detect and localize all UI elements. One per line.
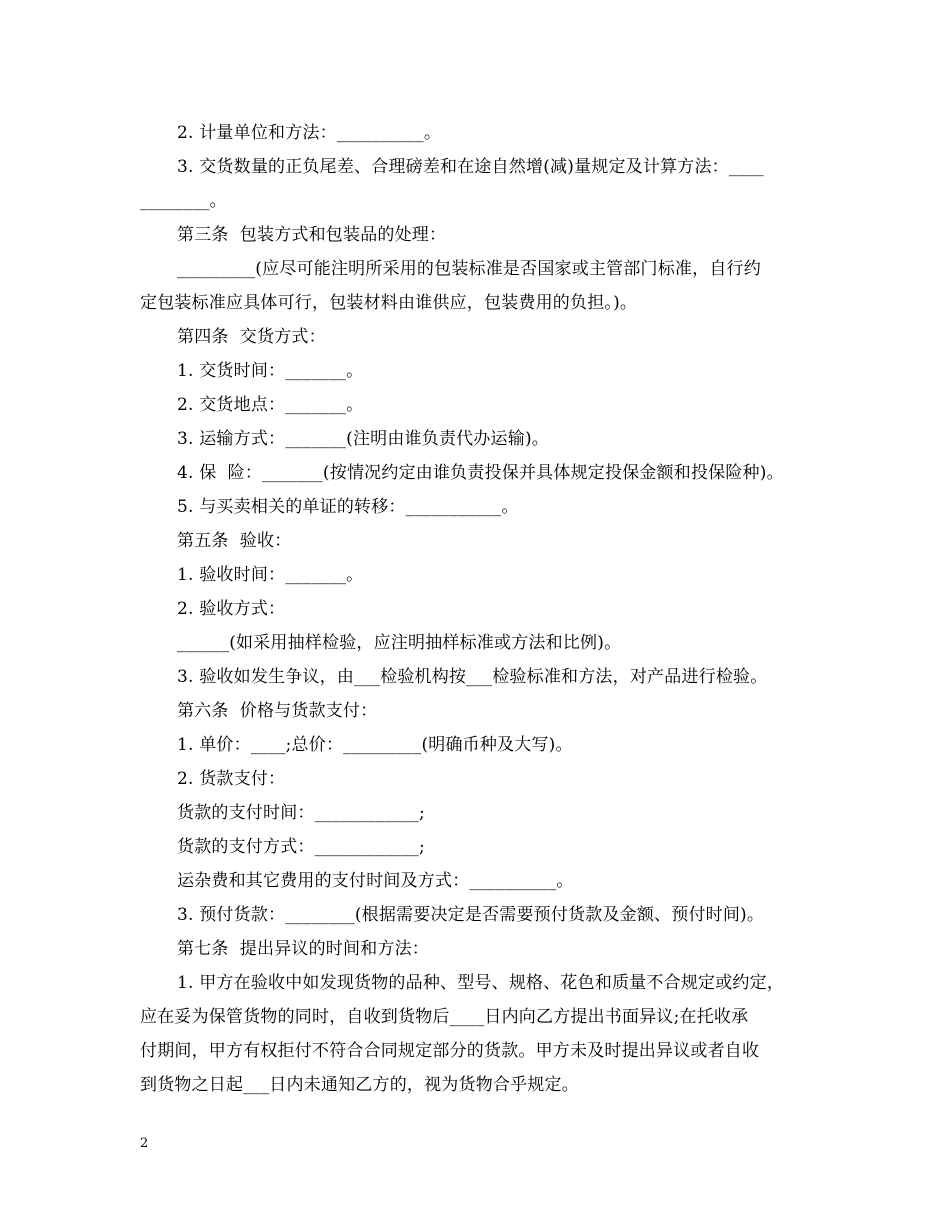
section-heading: 第三条 包装方式和包装品的处理：	[177, 225, 447, 245]
paragraph-line: 到货物之日起___日内未通知乙方的，视为货物合乎规定。	[140, 1075, 579, 1095]
section-heading: 第六条 价格与货款支付：	[177, 701, 378, 721]
paragraph-line: 3. 运输方式：_______(注明由谁负责代办运输)。	[177, 429, 549, 449]
paragraph-line: 2. 验收方式：	[177, 599, 286, 619]
paragraph-line: 3. 预付货款：________(根据需要决定是否需要预付货款及金额、预付时间)。	[177, 905, 765, 925]
paragraph-line: ______(如采用抽样检验，应注明抽样标准或方法和比例)。	[177, 633, 622, 653]
paragraph-line: 付期间，甲方有权拒付不符合合同规定部分的货款。甲方未及时提出异议或者自收	[140, 1041, 760, 1061]
paragraph-line: 货款的支付时间：____________;	[177, 803, 425, 823]
paragraph-line: 3. 交货数量的正负尾差、合理磅差和在途自然增(减)量规定及计算方法：____	[177, 157, 764, 177]
page-number: 2	[140, 1136, 149, 1151]
paragraph-line: 2. 计量单位和方法：__________。	[177, 123, 442, 143]
paragraph-line: 定包装标准应具体可行，包装材料由谁供应，包装费用的负担。)。	[140, 293, 638, 313]
paragraph-line: 1. 单价：____;总价：_________(明确币种及大写)。	[177, 735, 573, 755]
paragraph-line: 1. 交货时间：_______。	[177, 361, 364, 381]
section-heading: 第七条 提出异议的时间和方法：	[177, 939, 430, 959]
paragraph-line: 2. 货款支付：	[177, 769, 286, 789]
contract-body	[140, 116, 830, 1102]
paragraph-line: 运杂费和其它费用的支付时间及方式：__________。	[177, 871, 574, 891]
section-heading: 第四条 交货方式：	[177, 327, 326, 347]
section-heading: 第五条 验收：	[177, 531, 292, 551]
paragraph-line: 货款的支付方式：____________;	[177, 837, 425, 857]
paragraph-line: 5. 与买卖相关的单证的转移：___________。	[177, 497, 519, 517]
paragraph-line: 1. 甲方在验收中如发现货物的品种、型号、规格、花色和质量不合规定或约定，	[177, 973, 785, 993]
paragraph-line: _________(应尽可能注明所采用的包装标准是否国家或主管部门标准，自行约	[177, 259, 761, 279]
paragraph-line: 1. 验收时间：_______。	[177, 565, 364, 585]
paragraph-line: ________。	[140, 191, 227, 211]
paragraph-line: 2. 交货地点：_______。	[177, 395, 364, 415]
paragraph-line: 4. 保 险：_______(按情况约定由谁负责投保并具体规定投保金额和投保险种)。	[177, 463, 784, 483]
paragraph-line: 3. 验收如发生争议，由___检验机构按___检验标准和方法，对产品进行检验。	[177, 667, 768, 687]
paragraph-line: 应在妥为保管货物的同时，自收到货物后____日内向乙方提出书面异议;在托收承	[140, 1007, 749, 1027]
